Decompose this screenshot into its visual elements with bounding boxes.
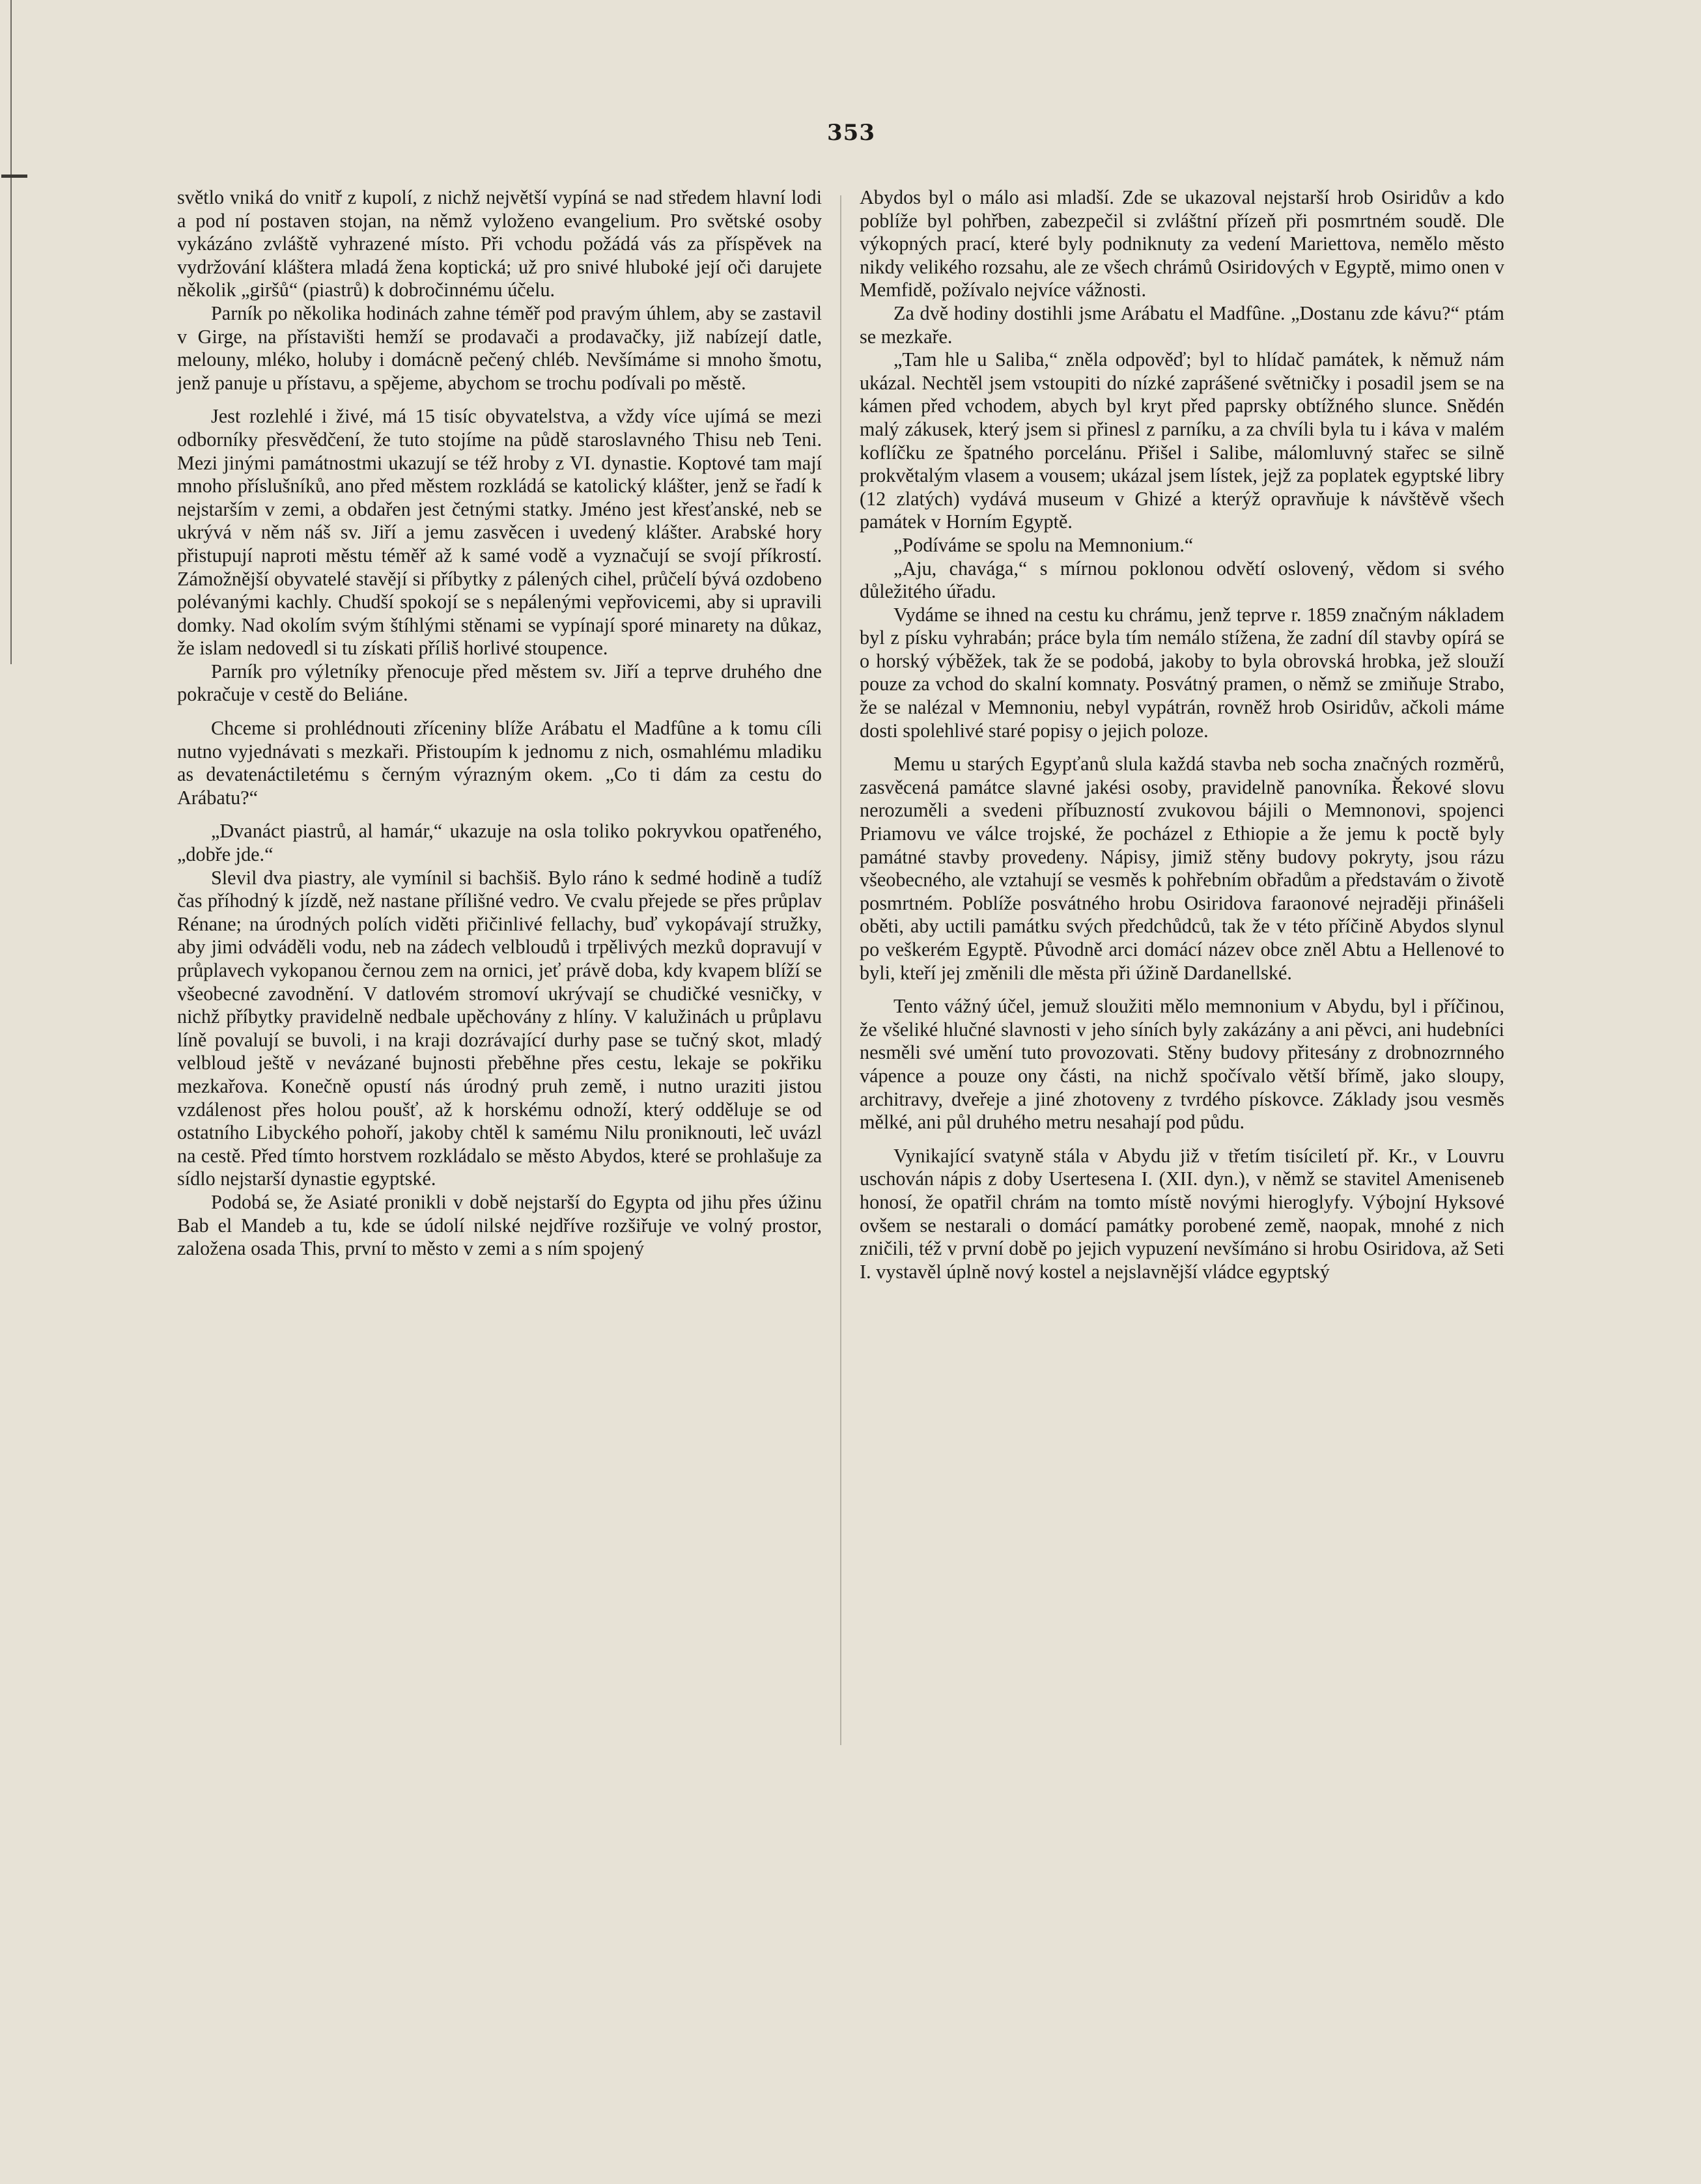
paragraph: Chceme si prohlédnouti zříceniny blíže Arábatu el Madfûne a k tomu cíli nutno vyjednávati s mezkaři. Přistoupím k jednomu z nich, osmahlému mladiku as devatenáctiletému s černým výrazným okem. „Co ti dám za cestu do Arábatu?“ <box>177 717 822 809</box>
paragraph: Za dvě hodiny dostihli jsme Arábatu el Madfûne. „Dostanu zde kávu?“ ptám se mezkaře. <box>860 301 1504 348</box>
paragraph: Parník pro výletníky přenocuje před městem sv. Jiří a teprve druhého dne pokračuje v cestě do Beliáne. <box>177 660 822 706</box>
left-text-column <box>177 186 822 1261</box>
scan-binding-edge <box>10 0 12 664</box>
paragraph: Podobá se, že Asiaté pronikli v době nejstarší do Egypta od jihu přes úžinu Bab el Mandeb a tu, kde se údolí nilské nejdříve rozšiřuje ve volný prostor, založena osada This, první to město v zemi a s ním spojený <box>177 1190 822 1260</box>
paragraph: Parník po několika hodinách zahne téměř pod pravým úhlem, aby se zastavil v Girge, na přístavišti hemží se prodavači a prodavačky, již nabízejí datle, melouny, mléko, holuby i domácně pečený chléb. Nevšímáme si mnoho šmotu, jenž panuje u přístavu, a spějeme, abychom se trochu podívali po městě. <box>177 301 822 394</box>
paragraph: Vydáme se ihned na cestu ku chrámu, jenž teprve r. 1859 značným nákladem byl z písku vyhrabán; práce byla tím nemálo stížena, že zadní díl stavby opírá se o horský výběžek, tak že se podobá, jakoby to byla obrovská hrobka, jež slouží pouze za vchod do skalní komnaty. Posvátný pramen, o němž se zmiňuje Strabo, že se nalézal v Memnoniu, nebyl vypátrán, rovněž hrob Osiridův, ačkoli máme dosti spolehlivé staré popisy o jejich poloze. <box>860 603 1504 742</box>
paragraph: Vynikající svatyně stála v Abydu již v třetím tisíciletí př. Kr., v Louvru uschován nápis z doby Usertesena I. (XII. dyn.), v němž se stavitel Ameniseneb honosí, že opatřil chrám na tomto místě novými hieroglyfy. Výbojní Hyksové ovšem se nestarali o domácí památky porobené země, naopak, mnohé z nich zničili, též v první době po jejich vypuzení nevšímáno si hrobu Osiridova, až Seti I. vystavěl úplně nový kostel a nejslavnější vládce egyptský <box>860 1144 1504 1283</box>
paragraph: „Dvanáct piastrů, al hamár,“ ukazuje na osla toliko pokryvkou opatřeného, „dobře jde.“ <box>177 820 822 866</box>
paragraph: světlo vniká do vnitř z kupolí, z nichž největší vypíná se nad středem hlavní lodi a pod ní postaven stojan, na němž vyloženo evangelium. Pro světské osoby vykázáno zvláště vyhrazené místo. Při vchodu požádá vás za příspěvek na vydržování kláštera mladá žena koptická; už pro snivé hluboké její oči darujete několik „giršů“ (piastrů) k dobročinnému účelu. <box>177 186 822 301</box>
paragraph: Abydos byl o málo asi mladší. Zde se ukazoval nejstarší hrob Osiridův a kdo poblíže byl pohřben, zabezpečil si zvláštní přízeň při posmrtném soudě. Dle výkopných prací, které byly podniknuty za vedení Mariettova, nemělo město nikdy velikého rozsahu, ale ze všech chrámů Osiridových v Egyptě, mimo onen v Memfidě, požívalo nejvíce vážnosti. <box>860 186 1504 301</box>
column-divider <box>840 195 841 1745</box>
paragraph: Slevil dva piastry, ale vymínil si bachšiš. Bylo ráno k sedmé hodině a tudíž čas příhodný k jízdě, než nastane přílišné vedro. Ve cvalu přejede se přes průplav Rénane; na úrodných polích viděti přičinlivé fellachy, buď vykopávají stružky, aby jimi odváděli vodu, neb na zádech velbloudů i trpělivých mezků dopravují v průplavech vykopanou černou zem na ornici, jeť právě doba, kdy kvapem blíží se všeobecné zavodnění. V datlovém stromoví ukrývají se chudičké vesničky, v nichž příbytky pravidelně nedbale upěchovány z hlíny. V kalužinách u průplavu líně povalují se buvoli, i na kraji dozrávající durhy pase se tučný skot, mladý velbloud ještě v nevázané bujnosti přeběhne přes cestu, lekaje se pokřiku mezkařova. Konečně opustí nás úrodný pruh země, i nutno uraziti jistou vzdálenost přes holou poušť, až k horskému odnoží, který odděluje se od ostatního Libyckého pohoří, jakoby chtěl k samému Nilu proniknouti, leč uvázl na cestě. Před tímto horstvem rozkládalo se město Abydos, které se prohlašuje za sídlo nejstarší dynastie egyptské. <box>177 866 822 1190</box>
paragraph: Tento vážný účel, jemuž sloužiti mělo memnonium v Abydu, byl i příčinou, že všeliké hlučné slavnosti v jeho síních byly zakázány a ani pěvci, ani hudebníci nesměli své umění tuto provozovati. Stěny budovy přitesány z drobnozrnného vápence a pouze ony části, na nichž spočívalo větší břímě, jako sloupy, architravy, dveřeje a jiné zhotoveny z tvrdého pískovce. Základy jsou vesměs mělké, ani půl druhého metru nesahají pod půdu. <box>860 995 1504 1134</box>
paragraph: „Podíváme se spolu na Memnonium.“ <box>893 533 1194 556</box>
paragraph: „Aju, chavága,“ s mírnou poklonou odvětí oslovený, vědom si svého důležitého úřadu. <box>860 557 1504 603</box>
paragraph: Jest rozlehlé i živé, má 15 tisíc obyvatelstva, a vždy více ujímá se mezi odborníky přesvědčení, že tuto stojíme na půdě staroslavného Thisu neb Teni. Mezi jinými památnostmi ukazují se též hroby z VI. dynastie. Koptové tam mají mnoho příslušníků, ano před městem rozkládá se katolický klášter, jenž se řadí k nejstarším v zemi, a obdařen jest četnými statky. Jméno jest křesťanské, neb se ukrývá v něm náš sv. Jiří a jemu zasvěcen i uvedený klášter. Arabské hory přistupují naproti městu téměř až k samé vodě a vyznačují se svojí příkrostí. Zámožnější obyvatelé stavějí si příbytky z pálených cihel, průčelí bývá ozdobeno polévanými kachly. Chudší spokojí se s nepálenými vepřovicemi, aby si upravili domky. Nad okolím svým štíhlými stěnami se vypínají sporé minarety na důkaz, že islam nedovedl si tu získati příliš horlivé stoupence. <box>177 405 822 660</box>
scan-margin-mark <box>1 175 27 178</box>
page-number: 353 <box>827 120 875 146</box>
paragraph: „Tam hle u Saliba,“ zněla odpověď; byl to hlídač památek, k němuž nám ukázal. Nechtěl jsem vstoupiti do nízké zaprášené světničky i posadil jsem se na kámen před vchodem, abych byl kryt před paprsky obtížného slunce. Snědén malý zákusek, který jsem si přinesl z parníku, a za chvíli byla tu i káva v malém koflíčku ze špatného porcelánu. Přišel i Salibe, málomluvný stařec se silně prokvětalým vlasem a vousem; ukázal jsem lístek, jejž za poplatek egyptské libry (12 zlatých) vydává museum v Ghizé a kterýž opravňuje k návštěvě všech památek v Horním Egyptě. <box>860 348 1504 533</box>
paragraph: Memu u starých Egypťanů slula každá stavba neb socha značných rozměrů, zasvěcená památce slavné jakési osoby, pravidelně panovníka. Řekové slovu nerozuměli a svedeni příbuzností zvukovou bájili o Memnonovi, spojenci Priamovu ve válce trojské, že pocházel z Ethiopie a že jemu k poctě byly památné stavby provedeny. Nápisy, jimiž stěny budovy pokryty, jsou rázu všeobecného, ale vztahují se vesměs k pohřebním obřadům a představám o životě posmrtném. Poblíže posvátného hrobu Osiridova faraonové nejraději přinášeli oběti, aby uctili památku svých předchůdců, tak že v této příčině Abydos slynul po veškerém Egyptě. Původně arci domácí název obce zněl Abtu a Hellenové to byli, kteří jej změnili dle města při úžině Dardanellské. <box>860 753 1504 984</box>
right-text-column <box>860 186 1504 1283</box>
